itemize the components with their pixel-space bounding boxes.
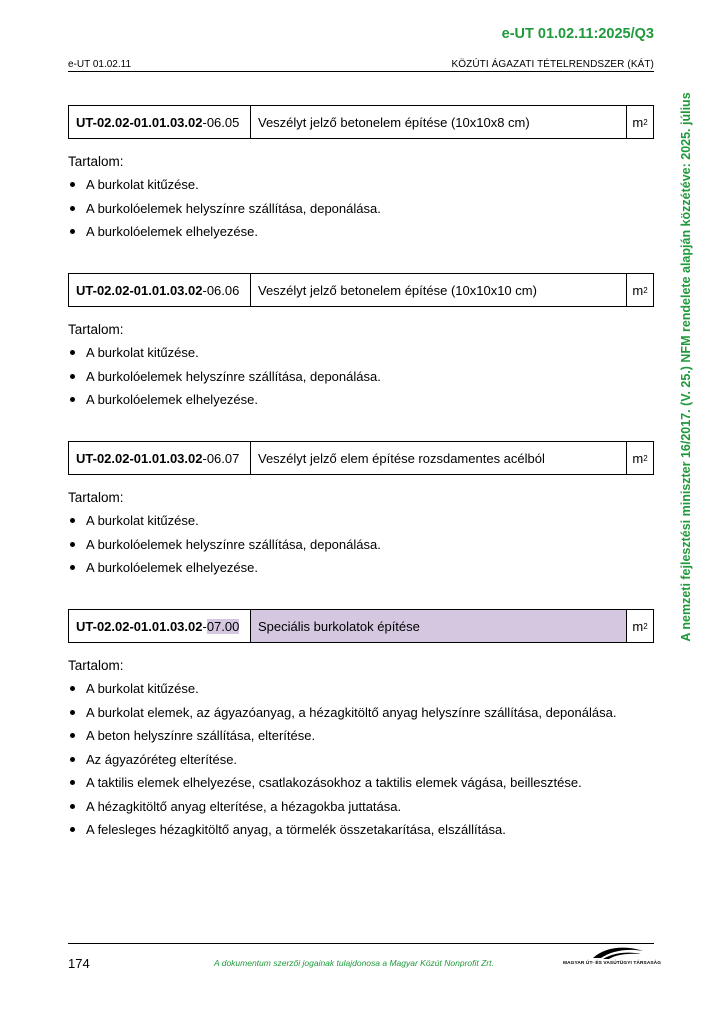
list-item: A burkolat kitűzése.	[68, 509, 381, 533]
contents-list	[68, 173, 381, 244]
list-item: A burkolóelemek helyszínre szállítása, deponálása.	[68, 365, 381, 389]
list-item: A burkolóelemek elhelyezése.	[68, 220, 381, 244]
item-description: Veszélyt jelző elem építése rozsdamentes acélból	[251, 442, 627, 474]
item-code-suffix: -06.07	[202, 450, 240, 466]
item-description: Veszélyt jelző betonelem építése (10x10x8 cm)	[251, 106, 627, 138]
item-code	[69, 274, 251, 306]
item-code	[69, 442, 251, 474]
list-item: A burkolóelemek elhelyezése.	[68, 388, 381, 412]
header-left-code: e-UT 01.02.11	[68, 59, 132, 70]
list-item: A burkolóelemek helyszínre szállítása, deponálása.	[68, 533, 381, 557]
contents-label: Tartalom:	[68, 658, 124, 673]
header-divider	[68, 71, 654, 72]
item-code-suffix: -06.06	[202, 282, 240, 298]
item-table	[68, 273, 654, 307]
society-logo	[563, 945, 662, 973]
side-publication-text: A nemzeti fejlesztési miniszter 16/2017. (V. 25.) NFM rendelete alapján közzétéve: 2025. július	[679, 92, 693, 642]
item-code-prefix: UT-02.02-01.01.03.02	[76, 114, 203, 130]
unit-exponent: 2	[643, 117, 648, 127]
contents-label: Tartalom:	[68, 322, 124, 337]
list-item: A felesleges hézagkitöltő anyag, a törmelék összetakarítása, elszállítása.	[68, 818, 616, 842]
list-item: Az ágyazóréteg elterítése.	[68, 748, 616, 772]
list-item: A burkolat kitűzése.	[68, 173, 381, 197]
list-item: A burkolat kitűzése.	[68, 677, 616, 701]
unit-base: m	[632, 282, 644, 298]
item-code-prefix: UT-02.02-01.01.03.02	[76, 450, 203, 466]
unit-base: m	[632, 618, 644, 634]
unit-exponent: 2	[643, 453, 648, 463]
road-swoosh-icon	[563, 945, 655, 961]
item-unit	[627, 442, 653, 474]
item-code-suffix: -06.05	[202, 114, 240, 130]
document-code: e-UT 01.02.11:2025/Q3	[501, 26, 654, 42]
list-item: A burkolóelemek helyszínre szállítása, deponálása.	[68, 197, 381, 221]
contents-list	[68, 341, 381, 412]
logo-text: MAGYAR ÚT- ÉS VASÚTÜGYI TÁRSASÁG	[563, 961, 662, 966]
unit-exponent: 2	[643, 621, 648, 631]
list-item: A burkolóelemek elhelyezése.	[68, 556, 381, 580]
unit-exponent: 2	[643, 285, 648, 295]
list-item: A taktilis elemek elhelyezése, csatlakozásokhoz a taktilis elemek vágása, beillesztése.	[68, 771, 616, 795]
unit-base: m	[632, 114, 644, 130]
contents-list	[68, 509, 381, 580]
item-code-prefix: UT-02.02-01.01.03.02	[76, 282, 203, 298]
item-description-highlighted: Speciális burkolatok építése	[251, 610, 627, 642]
footer-divider	[68, 943, 654, 944]
unit-base: m	[632, 450, 644, 466]
item-code-suffix-highlighted: 07.00	[206, 618, 240, 634]
item-code	[69, 106, 251, 138]
copyright-notice: A dokumentum szerzői jogainak tulajdonosa a Magyar Közút Nonprofit Zrt.	[214, 958, 494, 968]
item-table	[68, 105, 654, 139]
item-description: Veszélyt jelző betonelem építése (10x10x10 cm)	[251, 274, 627, 306]
item-code-prefix: UT-02.02-01.01.03.02	[76, 618, 203, 634]
list-item: A beton helyszínre szállítása, elterítése.	[68, 724, 616, 748]
item-unit	[627, 106, 653, 138]
list-item: A burkolat kitűzése.	[68, 341, 381, 365]
item-code-dash: -	[202, 618, 207, 634]
item-unit	[627, 610, 653, 642]
item-unit	[627, 274, 653, 306]
header-right-title: KÖZÚTI ÁGAZATI TÉTELRENDSZER (KÁT)	[451, 59, 654, 70]
contents-label: Tartalom:	[68, 490, 124, 505]
list-item: A burkolat elemek, az ágyazóanyag, a hézagkitöltő anyag helyszínre szállítása, deponálása.	[68, 701, 616, 725]
item-code	[69, 610, 251, 642]
contents-label: Tartalom:	[68, 154, 124, 169]
contents-list	[68, 677, 616, 842]
item-table	[68, 441, 654, 475]
list-item: A hézagkitöltő anyag elterítése, a hézagokba juttatása.	[68, 795, 616, 819]
item-table	[68, 609, 654, 643]
page-number: 174	[68, 956, 90, 971]
